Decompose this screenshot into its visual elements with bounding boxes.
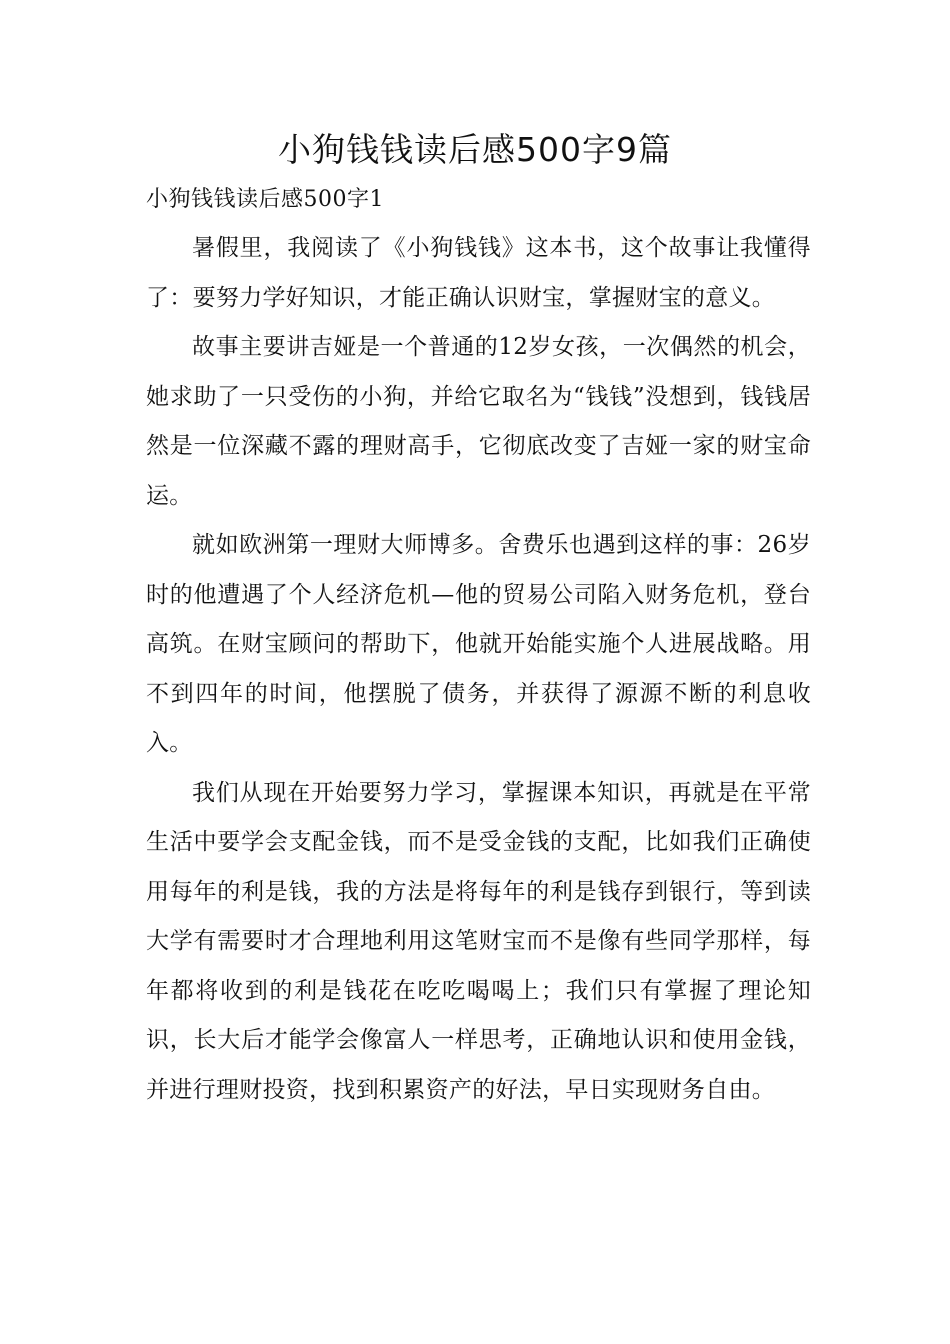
paragraph-summer-reading: 暑假里，我阅读了《小狗钱钱》这本书，这个故事让我懂得了：要努力学好知识，才能正确认识财宝，掌握财宝的意义。: [146, 235, 811, 311]
paragraph-reflection: 我们从现在开始要努力学习，掌握课本知识，再就是在平常生活中要学会支配金钱，而不是受金钱的支配，比如我们正确使用每年的利是钱，我的方法是将每年的利是钱存到银行，等到读大学有需要时才合理地利用这笔财宝而不是像有些同学那样，每年都将收到的利是钱花在吃吃喝喝上；我们只有掌握了理论知识，长大后才能学会像富人一样思考，正确地认识和使用金钱，并进行理财投资，找到积累资产的好法，早日实现财务自由。: [146, 779, 811, 1103]
document-title: 小狗钱钱读后感500字9篇: [278, 130, 672, 169]
section-heading: 小狗钱钱读后感500字1: [146, 187, 384, 212]
paragraph-story-summary: 故事主要讲吉娅是一个普通的12岁女孩，一次偶然的机会，她求助了一只受伤的小狗，并给它取名为“钱钱”没想到，钱钱居然是一位深藏不露的理财高手，它彻底改变了吉娅一家的财宝命运。: [146, 334, 811, 509]
document-body: [146, 224, 811, 1115]
paragraph-bodo-schaefer: 就如欧洲第一理财大师博多。舍费乐也遇到这样的事：26岁时的他遭遇了个人经济危机—他的贸易公司陷入财务危机，登台高筑。在财宝顾问的帮助下，他就开始能实施个人进展战略。用不到四年的时间，他摆脱了债务，并获得了源源不断的利息收入。: [146, 532, 811, 756]
